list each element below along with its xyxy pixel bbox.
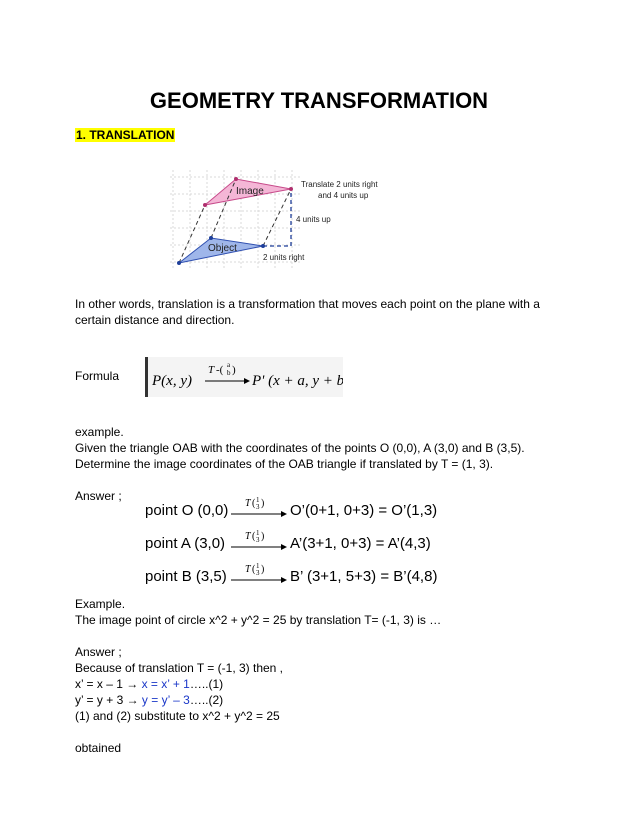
eq-part: …..(1)	[189, 677, 224, 691]
right-label: 2 units right	[263, 253, 305, 262]
example1-heading: example.	[75, 425, 124, 439]
row-arrow-graphic	[231, 560, 287, 586]
solution-row-left: point A (3,0)	[145, 535, 226, 552]
example2-heading: Example.	[75, 597, 126, 611]
example1-line2: Determine the image coordinates of the OAB triangle if translated by T = (1, 3).	[75, 457, 494, 471]
svg-text:1: 1	[256, 496, 260, 504]
row-arrow-graphic	[231, 527, 287, 553]
svg-text:1: 1	[256, 562, 260, 570]
svg-text:(: (	[252, 531, 256, 542]
example1-line1: Given the triangle OAB with the coordinates of the points O (0,0), A (3,0) and B (3,5).	[75, 441, 525, 455]
example1-solution	[145, 494, 445, 589]
svg-text:): )	[261, 531, 265, 542]
eq-part: x’ = x – 1 →	[75, 677, 142, 691]
definition-text: In other words, translation is a transformation that moves each point on the plane with a certain distance and direction.	[75, 297, 540, 327]
formula-b: b	[227, 369, 231, 377]
eq-part: y’ = y + 3 →	[75, 693, 142, 707]
note-line-2: and 4 units up	[318, 191, 369, 200]
solution-row-right: A’(3+1, 0+3) = A’(4,3)	[290, 535, 431, 552]
example2-answer-label: Answer ;	[75, 645, 122, 659]
svg-text:1: 1	[256, 529, 260, 537]
section-heading: 1. TRANSLATION	[76, 128, 175, 142]
svg-text:3: 3	[256, 536, 260, 544]
svg-text:T: T	[245, 564, 251, 575]
formula-graphic	[148, 357, 343, 397]
svg-text:): )	[261, 498, 265, 509]
solution-row-left: point B (3,5)	[145, 568, 227, 585]
svg-text:(: (	[252, 564, 256, 575]
example2-line4: (1) and (2) substitute to x^2 + y^2 = 25	[75, 709, 280, 723]
svg-text:(: (	[252, 498, 256, 509]
example1-answer-label: Answer ;	[75, 489, 122, 503]
note-line-1: Translate 2 units right	[301, 180, 378, 189]
eq-highlight: x = x’ + 1	[141, 677, 190, 691]
svg-text:): )	[232, 364, 236, 376]
solution-row-right: B’ (3+1, 5+3) = B’(4,8)	[290, 568, 438, 585]
svg-text:T: T	[245, 531, 251, 542]
example2-line3	[75, 692, 223, 708]
formula-lhs: P(x, y)	[152, 373, 192, 389]
image-label: Image	[236, 186, 264, 197]
solution-row-right: O’(0+1, 0+3) = O’(1,3)	[290, 502, 438, 519]
formula-rhs: P' (x + a, y + b)	[252, 373, 343, 389]
up-label: 4 units up	[296, 215, 331, 224]
formula-a: a	[227, 361, 231, 369]
eq-part: …..(2)	[189, 693, 224, 707]
svg-text:3: 3	[256, 569, 260, 577]
translation-diagram	[165, 165, 400, 270]
row-arrow-graphic	[231, 494, 287, 520]
eq-highlight: y = y’ – 3	[141, 693, 190, 707]
example2-obtained: obtained	[75, 741, 122, 755]
formula-box	[145, 357, 343, 397]
svg-text:T: T	[245, 498, 251, 509]
formula-operator: T	[208, 364, 215, 376]
svg-text:-(: -(	[216, 364, 224, 376]
example2-line1: Because of translation T = (-1, 3) then ,	[75, 661, 284, 675]
svg-text:): )	[261, 564, 265, 575]
formula-label: Formula	[75, 369, 120, 383]
object-label: Object	[208, 243, 237, 254]
example2-question: The image point of circle x^2 + y^2 = 25 by translation T= (-1, 3) is …	[75, 613, 442, 627]
solution-row-left: point O (0,0)	[145, 502, 229, 519]
svg-text:3: 3	[256, 503, 260, 511]
example2-line2	[75, 676, 223, 692]
page-title: GEOMETRY TRANSFORMATION	[149, 88, 489, 113]
